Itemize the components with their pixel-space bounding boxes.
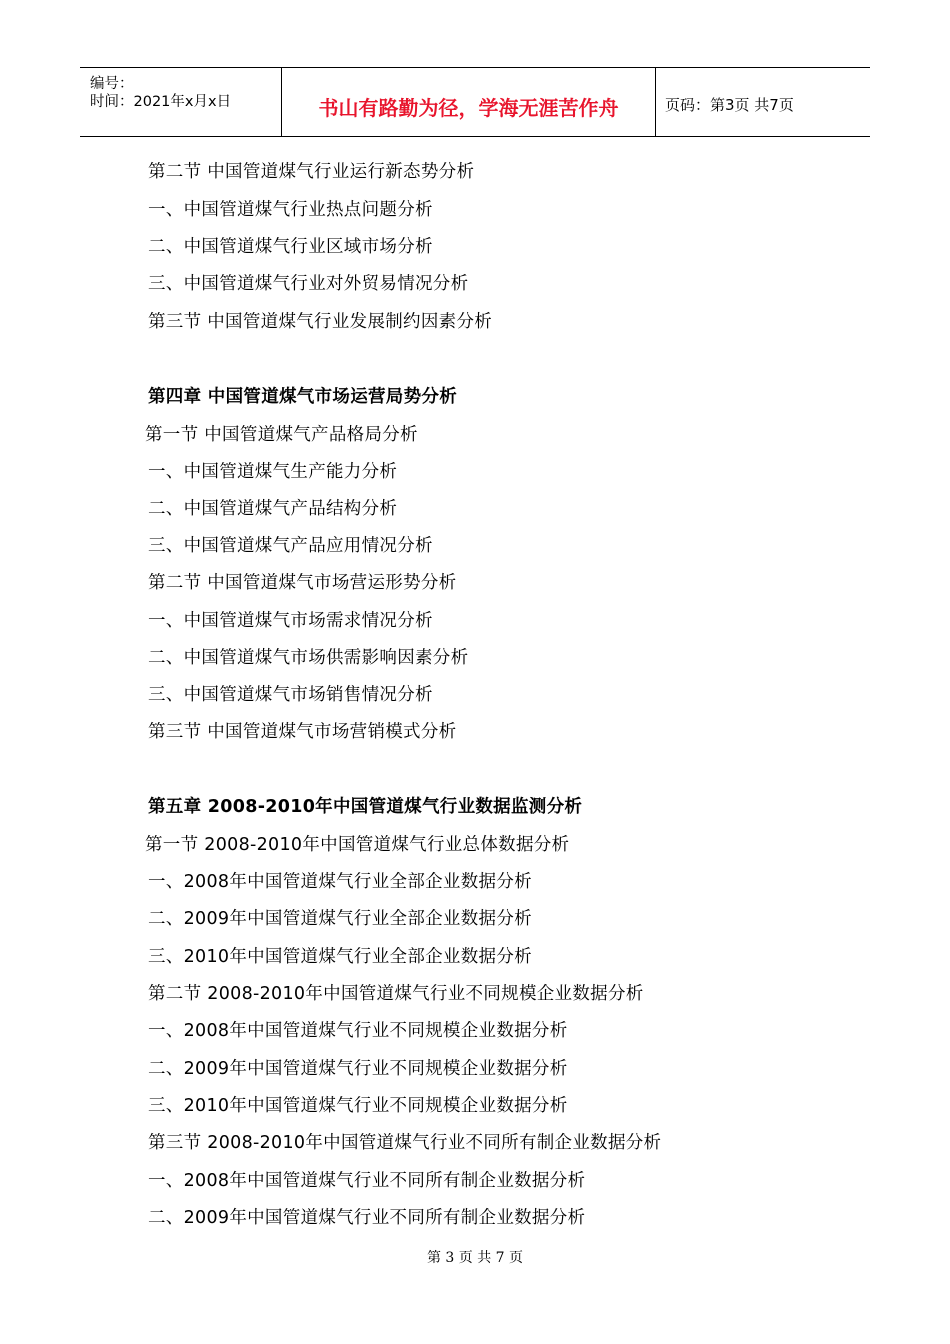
toc-item: 一、中国管道煤气生产能力分析 xyxy=(148,462,398,482)
toc-section-heading: 第二节 中国管道煤气市场营运形势分析 xyxy=(148,573,457,593)
toc-item: 二、中国管道煤气市场供需影响因素分析 xyxy=(148,648,469,668)
toc-item: 一、2008年中国管道煤气行业不同规模企业数据分析 xyxy=(148,1021,568,1041)
toc-chapter-heading: 第四章 中国管道煤气市场运营局势分析 xyxy=(148,387,457,407)
page-header xyxy=(80,67,870,137)
toc-item: 三、中国管道煤气产品应用情况分析 xyxy=(148,536,433,556)
header-page-cell xyxy=(655,68,870,136)
toc-section-heading: 第三节 中国管道煤气市场营销模式分析 xyxy=(148,722,457,742)
document-number-label: 编号： xyxy=(90,76,134,92)
header-motto-cell xyxy=(281,68,656,136)
header-motto: 书山有路勤为径，学海无涯苦作舟 xyxy=(318,96,619,120)
toc-item: 一、中国管道煤气市场需求情况分析 xyxy=(148,611,433,631)
toc-section-heading: 第二节 中国管道煤气行业运行新态势分析 xyxy=(148,162,475,182)
toc-section-heading: 第一节 中国管道煤气产品格局分析 xyxy=(145,425,418,445)
toc-item: 三、2010年中国管道煤气行业不同规模企业数据分析 xyxy=(148,1096,568,1116)
toc-item: 二、2009年中国管道煤气行业不同规模企业数据分析 xyxy=(148,1059,568,1079)
toc-item: 二、中国管道煤气行业区域市场分析 xyxy=(148,237,433,257)
toc-item: 二、2009年中国管道煤气行业不同所有制企业数据分析 xyxy=(148,1208,586,1228)
toc-item: 三、中国管道煤气市场销售情况分析 xyxy=(148,685,433,705)
toc-section-heading: 第二节 2008-2010年中国管道煤气行业不同规模企业数据分析 xyxy=(148,984,644,1004)
toc-section-heading: 第三节 中国管道煤气行业发展制约因素分析 xyxy=(148,312,493,332)
document-time-label: 时间：2021年x月x日 xyxy=(90,94,232,110)
header-meta-cell xyxy=(80,68,281,136)
header-page-info: 页码：第3页 共7页 xyxy=(665,96,794,114)
toc-item: 二、中国管道煤气产品结构分析 xyxy=(148,499,398,519)
toc-item: 一、2008年中国管道煤气行业全部企业数据分析 xyxy=(148,872,532,892)
toc-item: 一、中国管道煤气行业热点问题分析 xyxy=(148,200,433,220)
toc-chapter-heading: 第五章 2008-2010年中国管道煤气行业数据监测分析 xyxy=(148,797,583,817)
toc-section-heading: 第一节 2008-2010年中国管道煤气行业总体数据分析 xyxy=(145,835,570,855)
toc-item: 三、中国管道煤气行业对外贸易情况分析 xyxy=(148,274,469,294)
toc-item: 二、2009年中国管道煤气行业全部企业数据分析 xyxy=(148,909,532,929)
toc-section-heading: 第三节 2008-2010年中国管道煤气行业不同所有制企业数据分析 xyxy=(148,1133,662,1153)
page-footer: 第 3 页 共 7 页 xyxy=(426,1250,524,1266)
toc-item: 三、2010年中国管道煤气行业全部企业数据分析 xyxy=(148,947,532,967)
toc-item: 一、2008年中国管道煤气行业不同所有制企业数据分析 xyxy=(148,1171,586,1191)
